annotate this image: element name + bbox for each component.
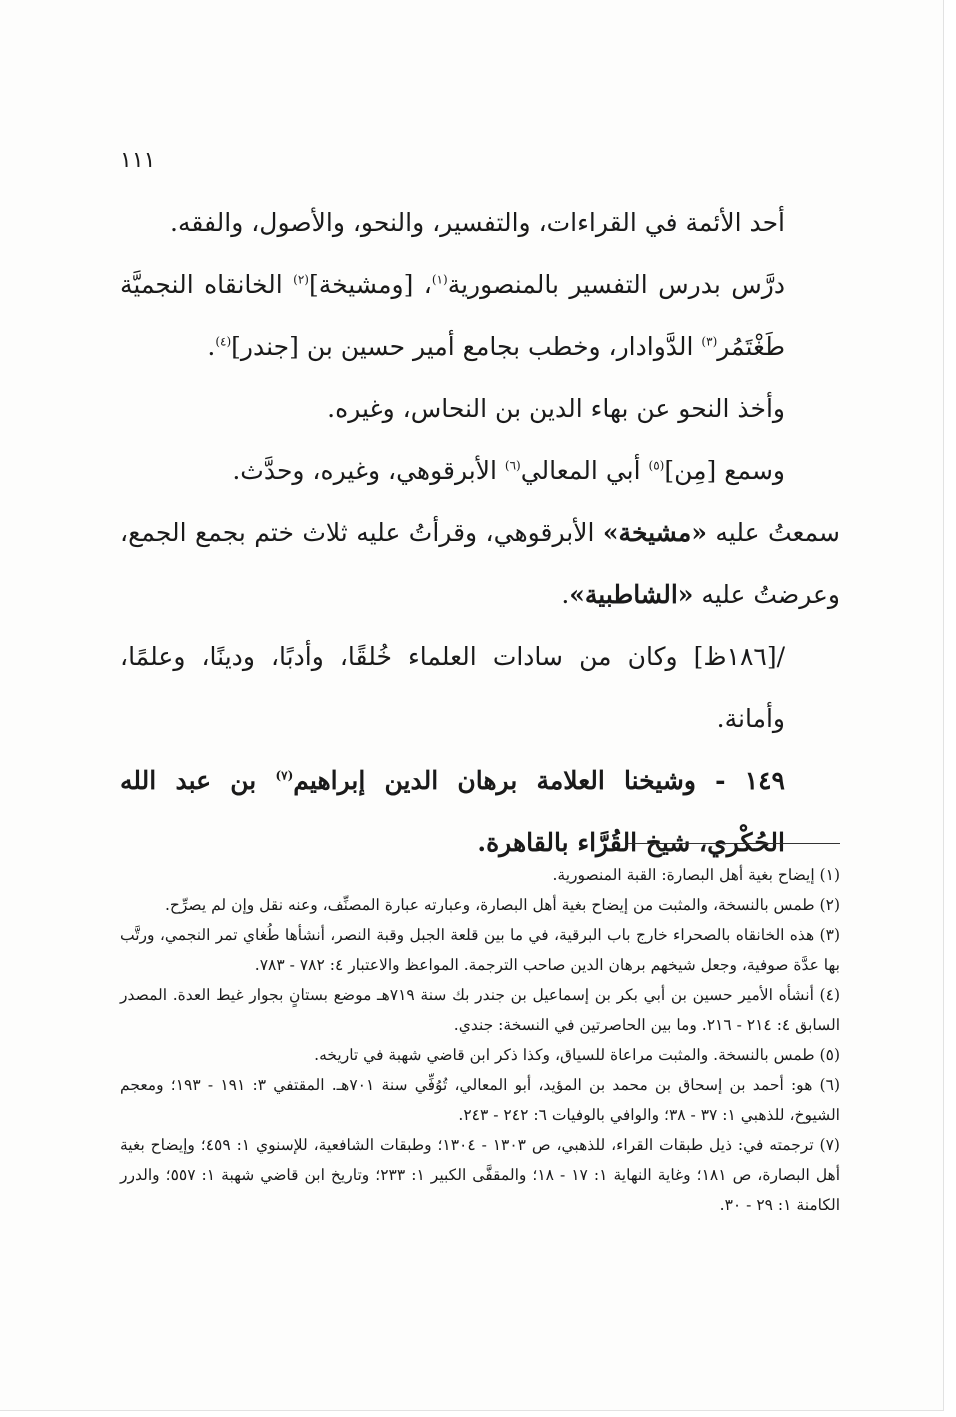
text-run: الدَّوادار، وخطب بجامع أمير حسين بن [جندر]: [231, 332, 702, 361]
footnote-ref[interactable]: (١): [431, 272, 448, 287]
text-run: أبي المعالي: [520, 456, 649, 485]
paragraph-grammar: وأخذ النحو عن بهاء الدين بن النحاس، وغيره.: [327, 394, 785, 423]
footnote: (٦) هو: أحمد بن إسحاق بن محمد بن المؤيد، أبو المعالي، تُوُفِّي سنة ٧٠١هـ. المقتفي ٣: ١٩١ - ١٩٣؛ ومعجم الشيوخ، للذهبي ١: ٣٧ - ٣٨؛ والوافي بالوفيات ٦: ٢٤٢ - ٢٤٣.: [120, 1076, 840, 1124]
biography-entry-heading: [120, 750, 840, 874]
footnote-separator: [628, 843, 840, 844]
paragraph-hearing: [120, 440, 840, 502]
main-text: [120, 192, 840, 874]
paragraph-reading: [120, 502, 840, 626]
paragraph-scholar-fields: أحد الأئمة في القراءات، والتفسير، والنحو، والأصول، والفقه.: [170, 208, 785, 237]
paragraph-character: /[١٨٦ظ] وكان من سادات العلماء خُلقًا، وأدبًا، ودينًا، وعلمًا، وأمانة.: [120, 642, 785, 733]
footnote: (٣) هذه الخانقاه بالصحراء خارج باب البرقية، في ما بين قلعة الجبل وقبة النصر، أنشأها طُغاي تمر النجمي، ورتَّب بها عدَّة صوفية، وجعل شيخهم برهان الدين صاحب الترجمة. المواعظ والاعتبار ٤: ٧٨٢ - ٧٨٣.: [120, 926, 840, 974]
footnote: (١) إيضاح بغية أهل البصارة: القبة المنصورية.: [552, 866, 840, 884]
footnote: (٥) طمس بالنسخة. والمثبت مراعاة للسياق، وكذا ذكر ابن قاضي شهبة في تاريخه.: [314, 1046, 840, 1064]
footnote-ref[interactable]: (٢): [293, 272, 309, 287]
footnote-ref[interactable]: (٥): [648, 458, 665, 473]
text-run: الأبرقوهي، وغيره، وحدَّث.: [232, 456, 505, 485]
footnote-ref[interactable]: (٣): [701, 334, 718, 349]
text-run: وسمع [مِن]: [664, 456, 785, 485]
footnote: (٤) أنشأه الأمير حسين بن أبي بكر بن إسماعيل بن جندر بك سنة ٧١٩هـ موضع بستانٍ بجوار غيط العدة. المصدر السابق ٤: ٢١٤ - ٢١٦. وما بين الحاصرتين في النسخة: جندي.: [120, 986, 840, 1034]
book-title-mashyakha: «مشيخة»: [602, 518, 707, 547]
footnote-ref[interactable]: (٦): [504, 458, 521, 473]
text-run: .: [561, 580, 570, 609]
footnote-ref[interactable]: (٧): [275, 768, 294, 783]
text-run: الخانقاه النجميَّة طَغْتَمُر: [120, 270, 785, 361]
paragraph-teaching: [120, 254, 840, 378]
footnote: (٧) ترجمته في: ذيل طبقات القراء، للذهبي، ص ١٣٠٣ - ١٣٠٤؛ وطبقات الشافعية، للإسنوي ١: ٤٥٩؛ وإيضاح بغية أهل البصارة، ص ١٨١؛ وغاية النهاية ١: ١٧ - ١٨؛ والمقفَّى الكبير ١: ٢٣٣؛ وتاريخ ابن قاضي شهبة ١: ٥٥٧؛ والدرر الكامنة ١: ٢٩ - ٣٠.: [120, 1136, 841, 1214]
book-title-shatibiyya: «الشاطبية»: [569, 580, 694, 609]
text-run: درَّس بدرس التفسير بالمنصورية: [447, 270, 785, 299]
text-run: الأبرقوهي، وقرأتُ عليه ثلاث ختم بجمع الجمع، وعرضتُ عليه: [120, 518, 840, 609]
footnotes: [120, 860, 840, 1220]
text-run: بن عبد الله الحُكْري، شيخ القُرَّاء بالقاهرة.: [120, 766, 785, 857]
text-run: ١٤٩ - وشيخنا العلامة برهان الدين إبراهيم: [293, 766, 785, 795]
text-run: .: [207, 332, 216, 361]
text-run: سمعتُ عليه: [706, 518, 840, 547]
page-number: ١١١: [120, 148, 156, 173]
footnote-ref[interactable]: (٤): [215, 334, 232, 349]
text-run: ، [ومشيخة]: [308, 270, 432, 299]
footnote: (٢) طمس بالنسخة، والمثبت من إيضاح بغية أهل البصارة، وعبارته عبارة المصنِّف، وعنه نقل وإن لم يصرِّح.: [164, 896, 840, 914]
